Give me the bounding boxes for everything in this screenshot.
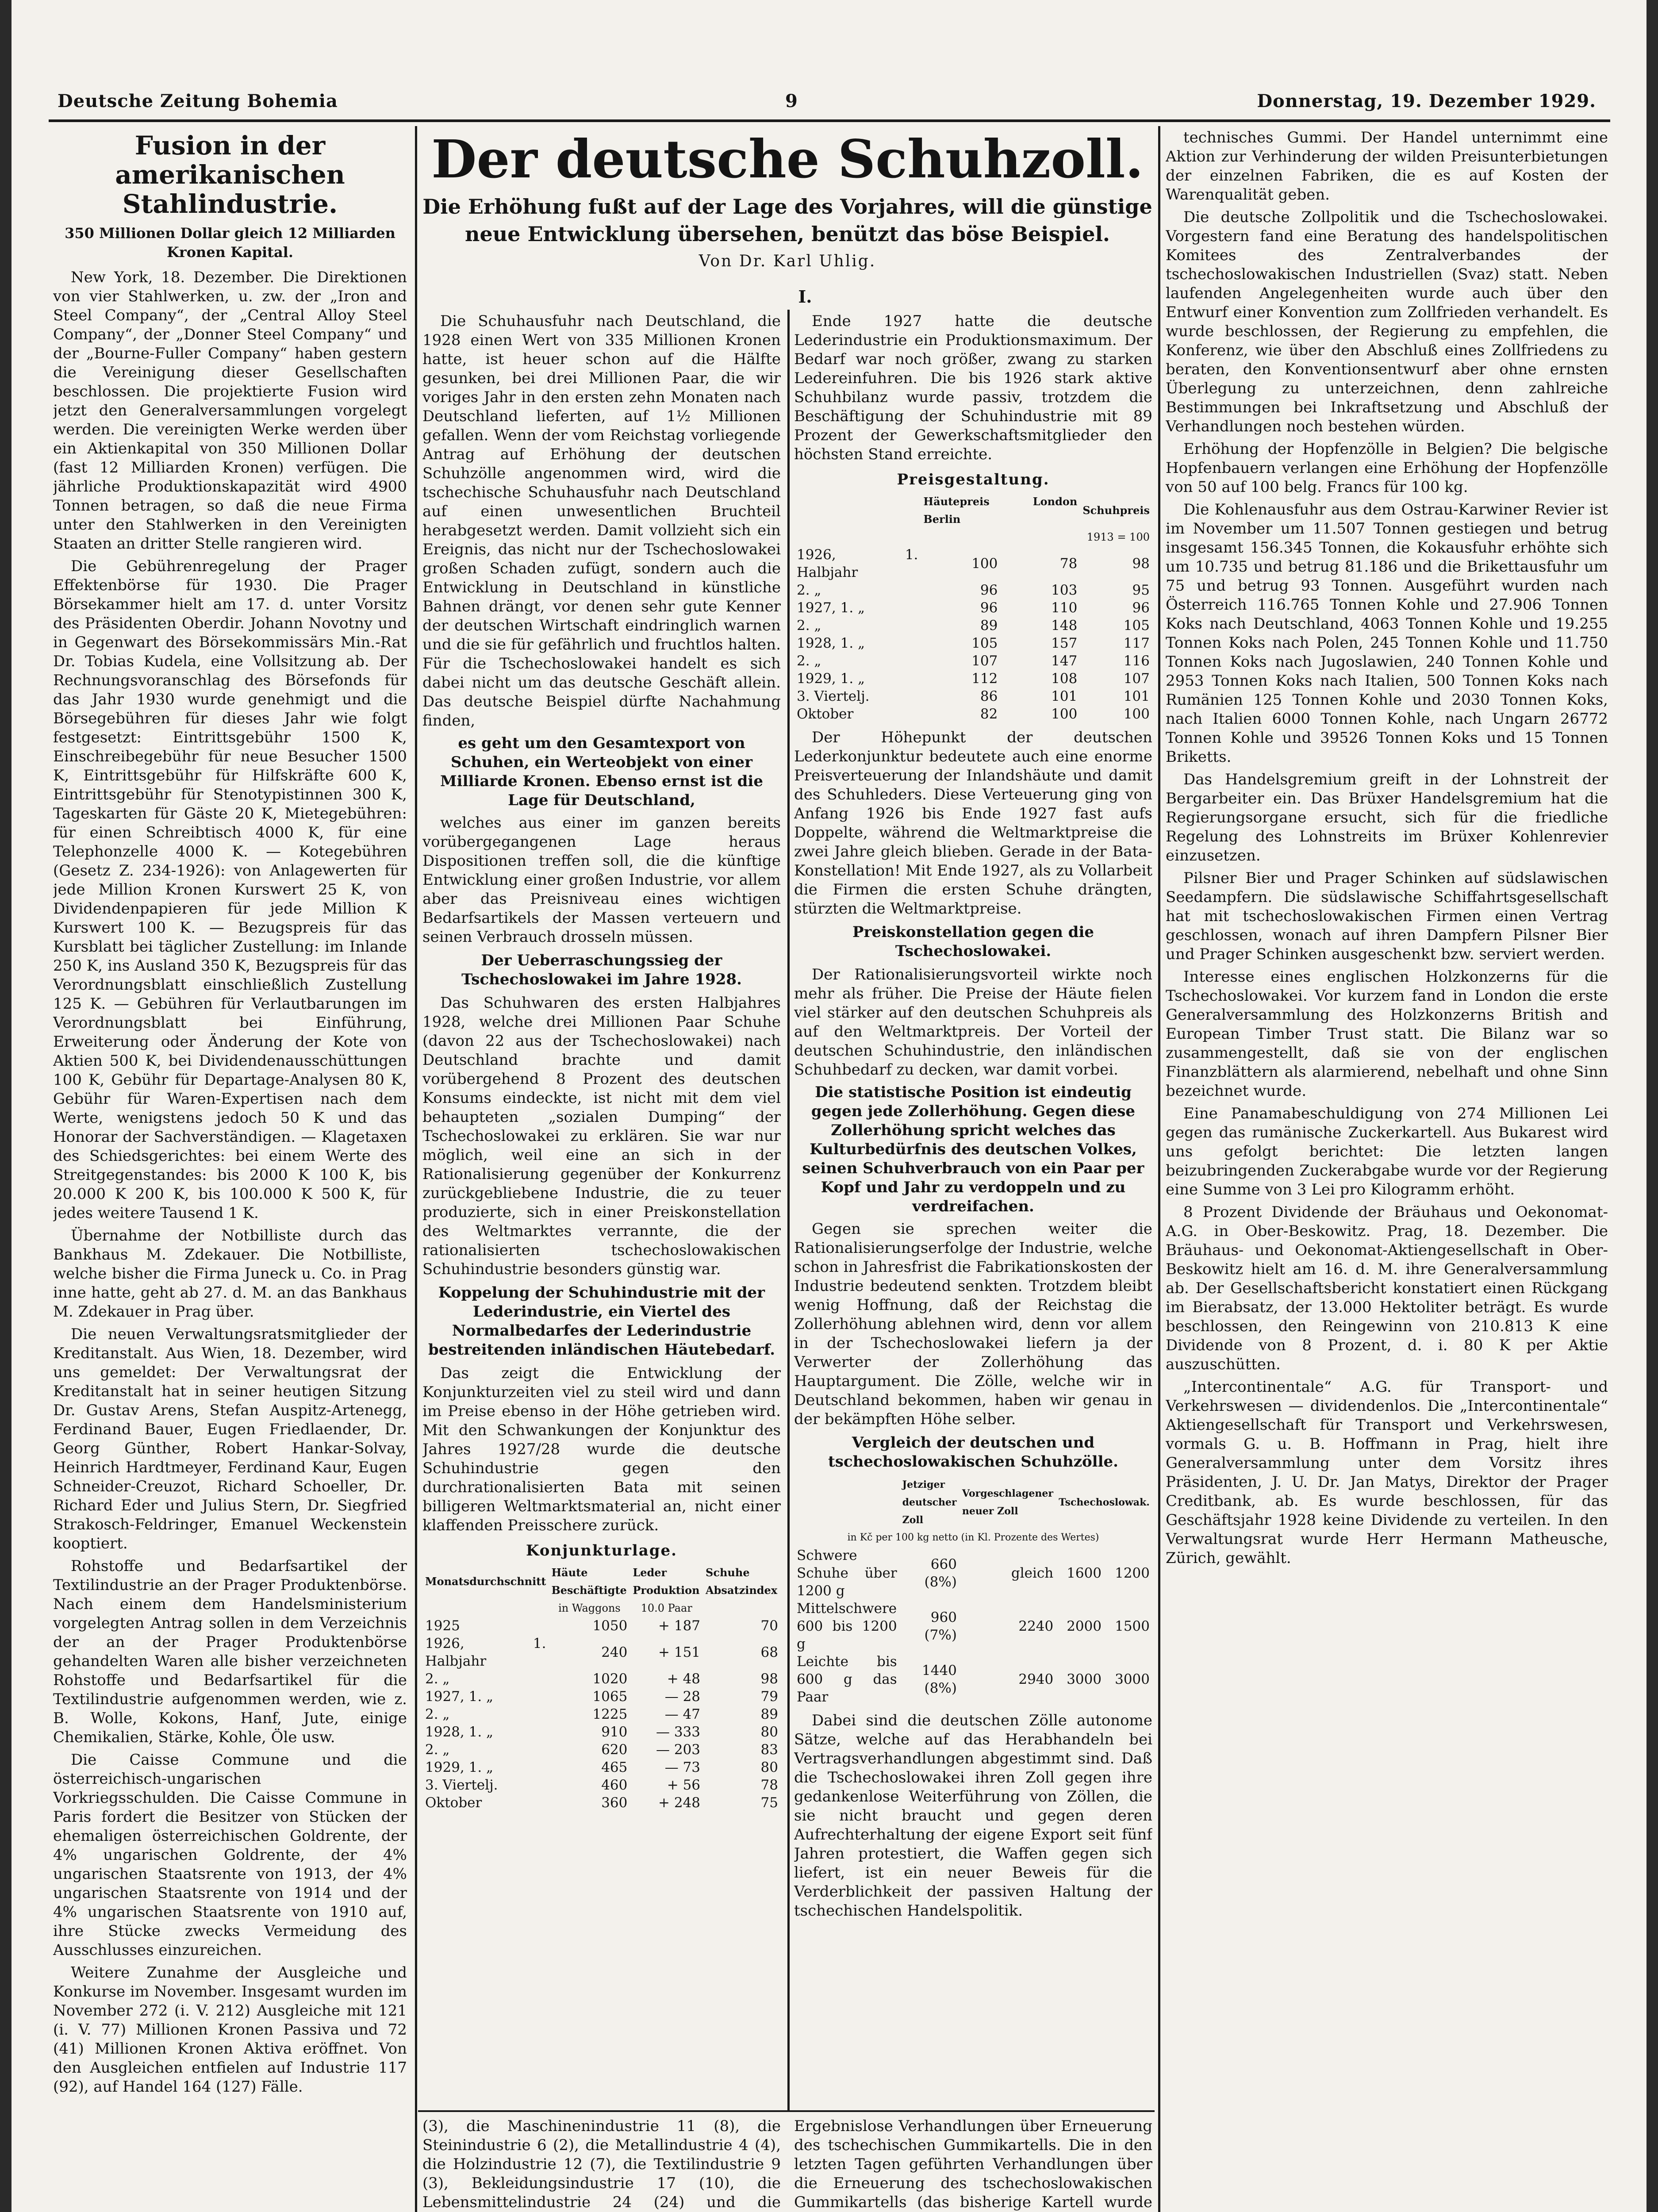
table-cell: + 248	[658, 1795, 701, 1811]
table-cell: + 187	[658, 1618, 701, 1634]
column-divider	[415, 126, 417, 2212]
zoll-table-body	[794, 1547, 1152, 1706]
table-cell: 1225	[592, 1706, 628, 1722]
table-cell: 1925	[425, 1618, 460, 1634]
table-cell: 100	[1123, 706, 1150, 722]
table-cell: 100	[971, 556, 998, 572]
table-cell: 147	[1051, 653, 1078, 669]
right-paragraph: Das Handelsgremium greift in der Lohnstreit der Bergarbeiter ein. Das Brüxer Handelsgremium hat die Regierungsorgane ersucht, sich für die friedliche Regelung des Lohnstreits im Brüxer Kohlenrevier einzusetzen.	[1166, 771, 1608, 864]
table-cell: 96	[980, 582, 998, 598]
right-paragraph: Die deutsche Zollpolitik und die Tschechoslowakei. Vorgestern fand eine Beratung des handelspolitischen Komitees des Zentralverbandes der tschechoslowakischen Industriellen (Svaz) statt. Neben laufenden Angelegenheiten wurde auch über den Entwurf einer Konvention zum Zollfrieden verhandelt. Es wurde beschlossen, der Regierung zu empfehlen, die Konferenz, wie über den Abschluß eines Zollfriedens zu beraten, den Konventionsentwurf aber ohne ernsten Überlegung zu unterzeichnen, denn zahlreiche Bestimmungen bei Inkraftsetzung und Abschluß der Verhandlungen noch bestehen würden.	[1166, 208, 1608, 435]
konjunktur-table	[422, 1564, 781, 1812]
table-cell: 1065	[592, 1689, 628, 1705]
table-cell: Leichte bis 600 g das Paar	[797, 1654, 897, 1705]
right-paragraph: Pilsner Bier und Prager Schinken auf südslawischen Seedampfern. Die südslawische Schiffahrtsgesellschaft hat mit tschechoslowakischen Firmen einen Vertrag geschlossen, wonach auf ihren Dampfern Pilsner Bier und Prager Schinken ausgeschenkt bzw. serviert werden.	[1166, 869, 1608, 963]
scan-edge-right	[1646, 0, 1658, 2212]
page-number: 9	[785, 91, 798, 111]
table-cell: — 47	[664, 1706, 701, 1722]
table-row	[794, 617, 1152, 634]
table-cell: 2. „	[797, 582, 821, 598]
table-cell: 96	[1132, 600, 1150, 616]
scan-edge-left	[0, 0, 12, 2212]
table-cell: 83	[760, 1742, 778, 1758]
table-cell: 82	[980, 706, 998, 722]
table-cell: 110	[1051, 600, 1078, 616]
table-cell: 620	[601, 1742, 628, 1758]
right-paragraph: Interesse eines englischen Holzkonzerns für die Tschechoslowakei. Vor kurzem fand in London die erste Generalversammlung des Holzkonzerns British and European Timber Trust statt. Die Bilanz war so zusammengestellt, daß sie von der englischen Finanzblättern als alarmierend, nebelhaft und ohne Sinn bezeichnet wurde.	[1166, 968, 1608, 1100]
table-unit	[703, 1599, 781, 1617]
table-row	[794, 546, 1152, 581]
table-header: Schuhe Absatzindex	[706, 1566, 778, 1597]
main-paragraph: Gegen sie sprechen weiter die Rationalisierungserfolge der Industrie, welche schon in Jahresfrist die Fabrikationskosten der Industrie bedeutend senkten. Trotzdem bleibt wenig Hoffnung, daß der Reichstag die Zollerhöhung ablehnen wird, denn vor allem in der Tschechoslowakei liefern ja der Verwerter der Zollerhöhung das Hauptargument. Die Zölle, welche wir in Deutschland bekommen, haben wir genau in der bekämpften Höhe selber.	[794, 1220, 1152, 1428]
table-cell: 98	[1132, 556, 1150, 572]
table-cell: + 48	[667, 1671, 701, 1687]
main-section-title: Koppelung der Schuhindustrie mit der Lederindustrie, ein Viertel des Normalbedarfes der Lederindustrie bestreitenden inländischen Häutebedarf.	[428, 1284, 775, 1359]
table-header	[794, 1476, 900, 1529]
table-cell: 148	[1051, 618, 1078, 634]
table-cell: Schwere Schuhe über 1200 g	[797, 1548, 897, 1599]
table-row	[422, 1776, 781, 1794]
table-unit: 10.0 Paar	[641, 1602, 692, 1614]
table-header	[794, 493, 921, 528]
table-cell: 80	[760, 1759, 778, 1775]
table-cell: 1928, 1. „	[797, 635, 865, 651]
table-cell: 1200	[1115, 1565, 1150, 1581]
table-header: Monatsdurchschnitt	[425, 1575, 546, 1588]
table-cell: 79	[760, 1689, 778, 1705]
table-row	[794, 1653, 1152, 1706]
table-cell: 108	[1051, 671, 1078, 687]
table-cell: + 56	[667, 1777, 701, 1793]
table-row	[422, 1741, 781, 1759]
table-row	[794, 599, 1152, 617]
table-cell: 3. Viertelj.	[797, 688, 870, 704]
table-cell: 2. „	[425, 1671, 450, 1687]
table-header: Leder Produktion	[633, 1566, 700, 1597]
table-header: Vorgeschlagener neuer Zoll	[962, 1488, 1053, 1517]
left-paragraph: New York, 18. Dezember. Die Direktionen von vier Stahlwerken, u. zw. der „Iron and Steel Company“, der „Central Alloy Steel Company“, der „Donner Steel Company“ und der „Bourne-Fuller Company“ haben gestern die Vereinigung dieser Gesellschaften beschlossen. Die projektierte Fusion wird jetzt den Generalversammlungen vorgelegt werden. Die vereinigten Werke werden über ein Aktienkapital von 350 Millionen Dollar (fast 12 Milliarden Kronen) verfügen. Die jährliche Produktionskapazität wird 4900 Tonnen betragen, so daß die neue Firma unter den Stahlwerken in den Vereinigten Staaten an dritter Stelle rangieren wird.	[53, 269, 407, 553]
table-row	[422, 1759, 781, 1776]
price-table	[794, 493, 1152, 723]
table-cell: 3000	[1115, 1671, 1150, 1687]
konjunktur-table-body	[422, 1617, 781, 1812]
left-paragraph: Weitere Zunahme der Ausgleiche und Konkurse im November. Insgesamt wurden im November 272 (i. V. 212) Ausgleiche mit 121 (i. V. 77) Millionen Kronen Passiva und 72 (41) Millionen Kronen Aktiva eröffnet. Von den Ausgleichen entfielen auf Industrie 117 (92), auf Handel 164 (127) Fälle.	[53, 1964, 407, 2096]
table-cell: 660 (8%)	[924, 1556, 957, 1590]
table-row	[794, 1600, 1152, 1653]
table-cell: 460	[601, 1777, 628, 1793]
table-cell: 103	[1051, 582, 1078, 598]
bottom-paragraph: (3), die Maschinenindustrie 11 (8), die Steinindustrie 6 (2), die Metallindustrie 4 (4), die Holzindustrie 12 (7), die Textilindustrie 9 (3), Bekleidungsindustrie 17 (10), die Lebensmittelindustrie 24 (24) und die	[422, 2117, 781, 2211]
main-paragraph: welches aus einer im ganzen bereits vorübergegangenen Lage heraus Dispositionen treffen soll, die die künftige Entwicklung einer großen Industrie, vor allem aber das Preisniveau eines wichtigen Bedarfsartikels der Massen verteuern und seinen Verbrauch drosseln müssen.	[422, 814, 781, 946]
table-cell: 96	[980, 600, 998, 616]
bottom-middle-block	[794, 2117, 1152, 2212]
table-row	[794, 670, 1152, 687]
table-cell: 1929, 1. „	[425, 1759, 494, 1775]
table-cell: — 333	[656, 1724, 701, 1740]
main-section-title: Vergleich der deutschen und tschechoslowakischen Schuhzölle.	[828, 1434, 1118, 1471]
right-column	[1166, 128, 1608, 2212]
main-section-title: Der Ueberraschungssieg der Tschechoslowakei im Jahre 1928.	[461, 952, 742, 988]
table-cell: 89	[760, 1706, 778, 1722]
table-cell: 1926, 1. Halbjahr	[797, 547, 918, 580]
masthead-date: Donnerstag, 19. Dezember 1929.	[1257, 91, 1596, 111]
main-article-header	[422, 128, 1152, 275]
table-row	[422, 1705, 781, 1723]
table-row	[794, 652, 1152, 670]
table-cell: — 203	[656, 1742, 701, 1758]
main-paragraph: Der Rationalisierungsvorteil wirkte noch mehr als früher. Die Preise der Häute fielen viel stärker auf den deutschen Schuhpreis als auf den Weltmarktpreis. Der Vorteil der deutschen Schuhindustrie, den inländischen Schuhbedarf zu decken, war damit vorbei.	[794, 966, 1152, 1079]
right-paragraph: technisches Gummi. Der Handel unternimmt eine Aktion zur Verhinderung der wilden Preisunterbietungen der einzelnen Fabriken, die es auf Kosten der Warenqualität geben.	[1166, 129, 1608, 204]
masthead-rule	[49, 119, 1610, 122]
left-paragraph: Übernahme der Notbilliste durch das Bankhaus M. Zdekauer. Die Notbilliste, welche bisher die Firma Juneck u. Co. in Prag inne hatte, geht ab 27. d. M. an das Bankhaus M. Zdekauer in Prag über.	[53, 1227, 407, 1321]
table-cell: Oktober	[425, 1795, 482, 1811]
main-paragraph: Dabei sind die deutschen Zölle autonome Sätze, welche auf das Herabhandeln bei Vertragsverhandlungen abgestimmt sind. Daß die Tschechoslowakei ihren Zoll gegen ihre gedankenlose Weiterführung von Zöllen, die sie nicht braucht und gegen deren Aufrechterhaltung der eigene Export seit fünf Jahren protestiert, die Waffen gegen sich liefert, ist ein neuer Beweis für die Verderblichkeit der passiven Haltung der tschechischen Handelspolitik.	[794, 1712, 1152, 1920]
table-cell: Oktober	[797, 706, 854, 722]
table-cell: 1600	[1067, 1565, 1102, 1581]
table-cell: 2. „	[425, 1742, 450, 1758]
table-row	[794, 581, 1152, 599]
table-header: Schuhpreis	[1082, 504, 1150, 517]
left-paragraph: Die Gebührenregelung der Prager Effektenbörse für 1930. Die Prager Börsekammer hielt am 17. d. unter Vorsitz des Präsidenten Oberdir. Johann Novotny und in Gegenwart des Börsekommissärs Min.-Rat Dr. Tobias Kudela, eine Vollsitzung ab. Der Rechnungsvoranschlag des Börsefonds für das Jahr 1930 wurde genehmigt und die Börsegebühren für dieses Jahr wie folgt festgesetzt: Eintrittsgebühr 1500 K, Einschreibegebühr für neue Besucher 1500 K, Eintrittsgebühr für Hilfskräfte 600 K, Eintrittsgebühr für Stenotypistinnen 300 K, Tageskarten für Gäste 20 K, Mietegebühren: für einen Schreibtisch 4000 K, für eine Telephonzelle 4000 K. — Kotegebühren (Gesetz Z. 234-1926): von Anlagewerten für jede Million Kronen Kurswert 25 K, von Dividendenpapieren für jede Million K Kurswert 100 K. — Bezugspreis für das Kursblatt bei täglicher Zustellung: im Inlande 250 K, ins Ausland 350 K, Bezugspreis für das Verordnungsblatt einschließlich Zustellung 125 K. — Gebühren für Verlautbarungen im Verordnungsblatt bei Einführung, Erweiterung oder Änderung der Kote von Aktien 500 K, bei Dividendenausschüttungen 100 K, Gebühr für Departage-Analysen 80 K, Gebühr für Waren-Expertisen nach dem Werte, wenigstens jedoch 50 K und das Honorar der Sachverständigen. — Klagetaxen des Schiedsgerichtes: bei einem Werte des Streitgegenstandes: bis 2000 K 100 K, bis 20.000 K 200 K, bis 100.000 K 500 K, für jedes weitere Tausend 1 K.	[53, 557, 407, 1222]
table-cell: + 151	[658, 1644, 701, 1660]
section-number: I.	[798, 287, 812, 307]
table-cell: 98	[760, 1671, 778, 1687]
main-headline: Der deutsche Schuhzoll.	[431, 128, 1144, 190]
table-cell: 101	[1051, 688, 1078, 704]
konjunktur-title: Konjunkturlage.	[526, 1542, 678, 1559]
zoll-table	[794, 1476, 1152, 1706]
table-cell: 1020	[592, 1671, 628, 1687]
table-cell: 360	[601, 1795, 628, 1811]
table-cell: gleich	[1011, 1565, 1054, 1581]
table-cell: — 28	[664, 1689, 701, 1705]
right-paragraph: 8 Prozent Dividende der Bräuhaus und Oekonomat-A.G. in Ober-Beskowitz. Prag, 18. Dezember. Die Bräuhaus- und Oekonomat-Aktiengesellschaft in Ober-Beskowitz hielt am 16. d. M. ihre Generalversammlung ab. Der Gesellschaftsbericht konstatiert einen Rückgang im Bierabsatz, der 13.000 Hektoliter beträgt. Es wurde beschlossen, den Reingewinn von 210.813 K eine Dividende von 8 Prozent, d. i. 80 K per Aktie auszuschütten.	[1166, 1203, 1608, 1373]
table-header: Tschechoslowak.	[1059, 1497, 1150, 1508]
table-cell: 3000	[1067, 1671, 1102, 1687]
main-subheadline: Die Erhöhung fußt auf der Lage des Vorjahres, will die günstige neue Entwicklung übersehen, benützt das böse Beispiel.	[422, 195, 1152, 246]
table-cell: 1927, 1. „	[797, 600, 865, 616]
left-paragraph: Die Caisse Commune und die österreichisch-ungarischen Vorkriegsschulden. Die Caisse Commune in Paris fordert die Besitzer von Stücken der ehemaligen österreichischen Goldrente, der 4% ungarischen Goldrente, der 4% ungarischen Staatsrente von 1913, der 4% ungarischen Staatsrente von 1914 und der 4% ungarischen Staatsrente von 1910 auf, ihre Stücke zwecks Vermeidung des Ausschlusses einzureichen.	[53, 1751, 407, 1959]
table-cell: 100	[1051, 706, 1078, 722]
table-header: Häutepreis London Berlin	[923, 495, 1078, 526]
table-row	[422, 1670, 781, 1688]
table-cell: 68	[760, 1644, 778, 1660]
byline: Von Dr. Karl Uhlig.	[699, 252, 876, 270]
main-paragraph: Das zeigt die Entwicklung der Konjunkturzeiten viel zu steil wird und dann im Preise ebenso in der Höhe getrieben wird. Mit den Schwankungen der Konjunktur des Jahres 1927/28 wurde die deutsche Schuhindustrie gegen den durchrationalisierten Bata mit seinen billigeren Weltmarktsmaterial an, nicht einer klaffenden Preisschere zurück.	[422, 1364, 781, 1534]
left-paragraph: Die neuen Verwaltungsratsmitglieder der Kreditanstalt. Aus Wien, 18. Dezember, wird uns gemeldet: Der Verwaltungsrat der Kreditanstalt hat in seiner heutigen Sitzung Dr. Gustav Arens, Stefan Auspitz-Artenegg, Ferdinand Bauer, Eugen Friedlaender, Dr. Georg Günther, Robert Hankar-Solvay, Heinrich Hardtmeyer, Ferdinand Kaur, Eugen Schneider-Creuzot, Richard Schoeller, Dr. Richard Eder und Julius Stern, Dr. Siegfried Strakosch-Feldringer, Emanuel Weckenstein kooptiert.	[53, 1325, 407, 1552]
table-cell: 1050	[592, 1618, 628, 1634]
table-cell: 80	[760, 1724, 778, 1740]
left-column	[53, 128, 407, 2212]
table-cell: 910	[601, 1724, 628, 1740]
table-cell: 465	[601, 1759, 628, 1775]
table-cell: 2. „	[425, 1706, 450, 1722]
table-unit: in Waggons	[558, 1602, 621, 1614]
table-cell: 1928, 1. „	[425, 1724, 494, 1740]
bottom-left-block	[422, 2117, 781, 2212]
main-column-a	[422, 312, 781, 2104]
table-cell: 86	[980, 688, 998, 704]
table-row	[422, 1688, 781, 1705]
table-cell: 107	[971, 653, 998, 669]
table-cell: 95	[1132, 582, 1150, 598]
table-cell: 3. Viertelj.	[425, 1777, 498, 1793]
table-header: Jetziger deutscher Zoll	[902, 1479, 957, 1526]
right-paragraph: „Intercontinentale“ A.G. für Transport- und Verkehrswesen — dividendenlos. Die „Intercontinentale“ Aktiengesellschaft für Transport und Verkehrswesen, vormals G. u. B. Hoffmann in Prag, hielt ihre Generalversammlung unter dem Vorsitz ihres Präsidenten, J. U. Dr. Jan Matys, Direktor der Prager Creditbank, ab. Es wurde beschlossen, für das Geschäftsjahr 1928 keine Dividende zu verteilen. In den Verwaltungsrat wurde Herr Hermann Matheusche, Zürich, gewählt.	[1166, 1378, 1608, 1567]
table-cell: 78	[760, 1777, 778, 1793]
main-paragraph: Der Höhepunkt der deutschen Lederkonjunktur bedeutete auch eine enorme Preisverteuerung der Inlandshäute und damit des Schuhleders. Diese Verteuerung ging von Anfang 1926 bis Ende 1927 fast aufs Doppelte, während die Weltmarktpreise die zwei Jahre gleich blieben. Gerade in der Bata-Konstellation! Mit Ende 1927, als zu Vollarbeit die Firmen die ersten Schuhe drängten, stürzten die Weltmarktpreise.	[794, 729, 1152, 918]
table-row	[422, 1723, 781, 1741]
table-row	[422, 1635, 781, 1670]
table-cell: 70	[760, 1618, 778, 1634]
table-cell: 105	[971, 635, 998, 651]
table-row	[422, 1794, 781, 1812]
table-cell: 116	[1123, 653, 1150, 669]
table-cell: 78	[1059, 556, 1078, 572]
left-paragraph: Rohstoffe und Bedarfsartikel der Textilindustrie an der Prager Produktenbörse. Nach einem dem Handelsministerium vorgelegten Antrag sollen in dem Verzeichnis der an der Prager Produktenbörse gehandelten Waren alle bisher verzeichneten Rohstoffe und Bedarfsartikel für die Textilindustrie aufgenommen werden, wie z. B. Wolle, Kokons, Hanf, Jute, einige Chemikalien, Stärke, Kohle, Öle usw.	[53, 1557, 407, 1746]
table-header: Häute Beschäftigte	[551, 1566, 627, 1597]
table-row	[422, 1617, 781, 1635]
main-paragraph: Das Schuhwaren des ersten Halbjahres 1928, welche drei Millionen Paar Schuhe (davon 22 aus der Tschechoslowakei) nach Deutschland brachte und damit vorübergehend 8 Prozent des deutschen Konsums eindeckte, ist nicht mit dem viel behaupteten „sozialen Dumping“ der Tschechoslowakei zu erklären. Sie war nur möglich, weil eine an sich in der Rationalisierung gegenüber der Konkurrenz zurückgebliebene Industrie, die zu teuer produzierte, sich in einer Preiskonstellation des Weltmarktes verrannte, die der rationalisierten tschechoslowakischen Schuhindustrie besonders günstig war.	[422, 994, 781, 1278]
main-paragraph: Ende 1927 hatte die deutsche Lederindustrie ein Produktionsmaximum. Der Bedarf war noch größer, zwang zu starken Ledereinfuhren. Die bis 1926 stark aktive Schuhbilanz wurde passiv, trotzdem die Beschäftigung der Schuhindustrie mit 89 Prozent der Gewerkschaftsmitglieder den höchsten Stand erreichte.	[794, 312, 1152, 463]
table-cell: 1440 (8%)	[922, 1663, 957, 1696]
table-row	[794, 687, 1152, 705]
table-cell: 2000	[1067, 1618, 1102, 1634]
table-cell: 157	[1051, 635, 1078, 651]
price-table-body	[794, 546, 1152, 723]
table-cell: 1927, 1. „	[425, 1689, 494, 1705]
left-subhead: 350 Millionen Dollar gleich 12 Milliarden Kronen Kapital.	[65, 225, 395, 261]
table-cell: 2. „	[797, 618, 821, 634]
table-unit: in Kč per 100 kg netto (in Kl. Prozente des Wertes)	[847, 1532, 1099, 1543]
table-cell: 101	[1123, 688, 1150, 704]
main-highlight: Die statistische Position ist eindeutig gegen jede Zollerhöhung. Gegen diese Zollerhöhung spricht welches das Kulturbedürfnis des deutschen Volkes, seinen Schuhverbrauch von ein Paar per Kopf und Jahr zu verdoppeln und zu verdreifachen.	[802, 1083, 1144, 1215]
table-cell: — 73	[664, 1759, 701, 1775]
table-row	[794, 634, 1152, 652]
main-section-title: Preiskonstellation gegen die Tschechoslowakei.	[852, 923, 1094, 960]
table-cell: 1929, 1. „	[797, 671, 865, 687]
main-highlight: es geht um den Gesamtexport von Schuhen, ein Werteobjekt von einer Milliarde Kronen. Ebenso ernst ist die Lage für Deutschland,	[440, 734, 763, 809]
table-cell: 89	[980, 618, 998, 634]
bottom-rule	[418, 2110, 1155, 2112]
table-cell: 1500	[1115, 1618, 1150, 1634]
bottom-paragraph: Ergebnislose Verhandlungen über Erneuerung des tschechischen Gummikartells. Die in den letzten Tagen geführten Verhandlungen über die Erneuerung des tschechoslowakischen Gummikartells (das bisherige Kartell wurde	[794, 2117, 1152, 2211]
table-cell: 107	[1123, 671, 1150, 687]
table-cell: 112	[971, 671, 998, 687]
left-headline: Fusion in der amerikanischen Stahlindustrie.	[115, 131, 345, 219]
table-cell: 2940	[1018, 1671, 1054, 1687]
table-cell: 960 (7%)	[924, 1609, 957, 1643]
right-paragraph: Die Kohlenausfuhr aus dem Ostrau-Karwiner Revier ist im November um 11.507 Tonnen gestiegen und betrug insgesamt 156.345 Tonnen, die Kokausfuhr erhöhte sich um 10.735 und betrug 81.186 und die Brikettausfuhr um 75 und betrug 93 Tonnen. Ausgeführt wurden nach Österreich 116.765 Tonnen Kohle und 27.906 Tonnen Koks nach Deutschland, 4063 Tonnen Kohle und 19.255 Tonnen Koks nach Polen, 245 Tonnen Kohle und 11.750 Tonnen Koks nach Jugoslawien, 240 Tonnen Kohle und 2953 Tonnen Koks nach Italien, 500 Tonnen Koks nach Rumänien 125 Tonnen Kohle und 2030 Tonnen Koks, nach Italien 6000 Tonnen Kohle, nach Ungarn 26772 Tonnen Kohle und 39526 Tonnen Koks und 15 Tonnen Briketts.	[1166, 501, 1608, 766]
right-paragraph: Erhöhung der Hopfenzölle in Belgien? Die belgische Hopfenbauern verlangen eine Erhöhung der Hopfenzölle von 50 auf 100 belg. Francs für 100 kg.	[1166, 440, 1608, 496]
table-row	[794, 1547, 1152, 1600]
main-column-b	[794, 312, 1152, 2104]
table-cell: Mittelschwere 600 bis 1200 g	[797, 1601, 897, 1652]
column-divider	[787, 310, 790, 2110]
table-cell: 240	[601, 1644, 628, 1660]
masthead-paper: Deutsche Zeitung Bohemia	[58, 91, 338, 111]
table-cell: 117	[1123, 635, 1150, 651]
table-row	[794, 705, 1152, 723]
table-cell: 75	[760, 1795, 778, 1811]
price-title: Preisgestaltung.	[897, 471, 1050, 488]
main-paragraph: Die Schuhausfuhr nach Deutschland, die 1928 einen Wert von 335 Millionen Kronen hatte, ist heuer schon auf die Hälfte gesunken, bei drei Millionen Paar, die wir voriges Jahr in den ersten zehn Monaten nach Deutschland lieferten, auf 1½ Millionen gefallen. Wenn der vom Reichstag vorliegende Antrag auf Erhöhung der deutschen Schuhzölle angenommen wird, wird die tschechische Schuhausfuhr nach Deutschland auf einen unwesentlichen Bruchteil herabgesetzt werden. Damit vollzieht sich ein Ereignis, das nicht nur der Tschechoslowakei großen Schaden zufügt, sondern auch die Entwicklung in Deutschland in künstliche Bahnen drängt, vor denen sehr gute Kenner der deutschen Wirtschaft eindringlich warnen und die sie für gefährlich und fruchtlos halten. Für die Tschechoslowakei handelt es sich dabei nicht um das deutsche Geschäft allein. Das deutsche Beispiel dürfte Nachahmung finden,	[422, 312, 781, 730]
table-cell: 1926, 1. Halbjahr	[425, 1636, 546, 1669]
column-divider	[1158, 126, 1160, 2212]
right-paragraph: Eine Panamabeschuldigung von 274 Millionen Lei gegen das rumänische Zuckerkartell. Aus Bukarest wird uns gefolgt berichtet: Die letzten langen beizubringenden Zuckerabgabe wurde vor der Regierung eine Summe von 3 Lei pro Kilogramm erhöht.	[1166, 1105, 1608, 1198]
table-cell: 2. „	[797, 653, 821, 669]
table-unit	[422, 1599, 549, 1617]
table-cell: 2240	[1018, 1618, 1054, 1634]
table-unit: 1913 = 100	[1086, 531, 1150, 543]
table-cell: 105	[1123, 618, 1150, 634]
